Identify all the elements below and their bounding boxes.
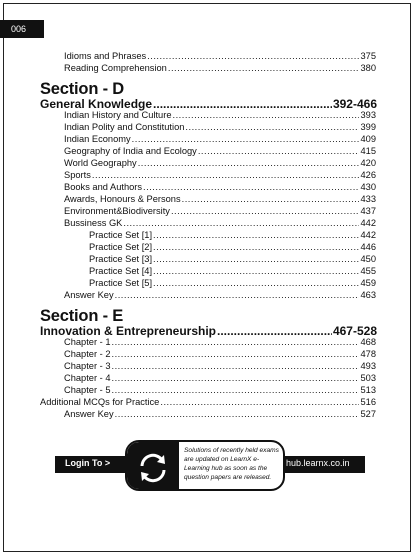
dot-leader	[153, 230, 359, 241]
toc-entry-label: Indian Polity and Constitution	[64, 122, 185, 132]
toc-entry-page: 399	[360, 122, 376, 132]
toc-entry-label: Answer Key	[64, 409, 114, 419]
toc-entry-page: 426	[360, 170, 376, 180]
section-subject-label: General Knowledge	[40, 97, 153, 111]
toc-entry-label: Practice Set [5]	[89, 278, 153, 288]
dot-leader	[92, 170, 360, 181]
toc-entry-page: 503	[360, 373, 376, 383]
toc-entry-label: Awards, Honours & Persons	[64, 194, 181, 204]
toc-entry-label: Reading Comprehension	[64, 63, 167, 73]
toc-entry-label: Chapter - 3	[64, 361, 111, 371]
toc-entry-page: 516	[360, 397, 376, 407]
toc-entry	[64, 51, 376, 62]
practice-set-entry	[89, 266, 376, 277]
toc-entry-label: Chapter - 4	[64, 373, 111, 383]
toc-entry-label: Chapter - 2	[64, 349, 111, 359]
dot-leader	[147, 51, 359, 62]
toc-entry-label: Indian History and Culture	[64, 110, 172, 120]
dot-leader	[160, 397, 359, 408]
toc-entry	[64, 170, 376, 181]
toc-entry-label: Practice Set [3]	[89, 254, 153, 264]
section-d-title: Section - D	[40, 80, 124, 98]
toc-entry	[64, 122, 376, 133]
toc-entry-page: 393	[360, 110, 376, 120]
toc-entry-page: 380	[360, 63, 376, 73]
toc-entry-label: Sports	[64, 170, 91, 180]
refresh-icon	[127, 442, 179, 491]
dot-leader	[112, 361, 360, 372]
toc-entry-page: 527	[360, 409, 376, 419]
toc-entry-page: 493	[360, 361, 376, 371]
toc-entry-page: 442	[360, 218, 376, 228]
toc-entry-label: Geography of India and Ecology	[64, 146, 197, 156]
toc-entry-label: World Geography	[64, 158, 137, 168]
chapter-entry	[64, 385, 376, 396]
dot-leader	[168, 63, 360, 74]
section-d-subject	[40, 97, 377, 111]
toc-entry	[64, 134, 376, 145]
dot-leader	[115, 290, 360, 301]
answer-key-entry	[64, 409, 376, 420]
dot-leader	[143, 182, 359, 193]
dot-leader	[112, 385, 360, 396]
section-e-title: Section - E	[40, 307, 124, 325]
dot-leader	[115, 409, 360, 420]
chapter-entry	[64, 373, 376, 384]
toc-entry	[64, 63, 376, 74]
toc-entry-label: Bussiness GK	[64, 218, 123, 228]
toc-entry-page: 446	[360, 242, 376, 252]
dot-leader	[112, 373, 360, 384]
toc-entry-label: Environment&Biodiversity	[64, 206, 170, 216]
dot-leader	[153, 242, 359, 253]
toc-entry-page: 442	[360, 230, 376, 240]
toc-entry-page: 450	[360, 254, 376, 264]
dot-leader	[182, 194, 360, 205]
toc-entry-label: Practice Set [1]	[89, 230, 153, 240]
section-page-range: 392-466	[332, 97, 377, 111]
dot-leader	[112, 337, 360, 348]
dot-leader	[185, 122, 359, 133]
toc-entry-page: 415	[360, 146, 376, 156]
toc-entry-page: 478	[360, 349, 376, 359]
toc-entry	[64, 218, 376, 229]
toc-entry-page: 420	[360, 158, 376, 168]
toc-entry-page: 375	[360, 51, 376, 61]
toc-entry	[64, 206, 376, 217]
practice-set-entry	[89, 242, 376, 253]
banner-note-text: Solutions of recently held exams are updated on LearnX e-Learning hub as soon as the question papers are released.	[184, 447, 279, 481]
toc-entry-page: 463	[360, 290, 376, 300]
toc-entry-page: 455	[360, 266, 376, 276]
toc-entry-page: 513	[360, 385, 376, 395]
practice-set-entry	[89, 254, 376, 265]
practice-set-entry	[89, 278, 376, 289]
toc-entry-label: Answer Key	[64, 290, 114, 300]
toc-entry-label: Additional MCQs for Practice	[40, 397, 160, 407]
dot-leader	[217, 324, 332, 338]
toc-entry	[64, 110, 376, 121]
toc-entry-page: 433	[360, 194, 376, 204]
answer-key-entry	[64, 290, 376, 301]
dot-leader	[153, 254, 359, 265]
dot-leader	[123, 218, 359, 229]
additional-mcqs-entry	[40, 397, 376, 408]
toc-entry-page: 468	[360, 337, 376, 347]
dot-leader	[173, 110, 360, 121]
toc-entry-label: Idioms and Phrases	[64, 51, 147, 61]
page-number: 006	[0, 20, 44, 38]
toc-entry-label: Chapter - 5	[64, 385, 111, 395]
dot-leader	[153, 278, 359, 289]
dot-leader	[153, 97, 332, 111]
toc-entry	[64, 146, 376, 157]
learnx-banner	[55, 440, 365, 493]
toc-entry-label: Chapter - 1	[64, 337, 111, 347]
dot-leader	[153, 266, 359, 277]
dot-leader	[171, 206, 360, 217]
toc-entry-label: Books and Authors	[64, 182, 143, 192]
dot-leader	[138, 158, 360, 169]
toc-entry-label: Practice Set [2]	[89, 242, 153, 252]
toc-entry	[64, 158, 376, 169]
dot-leader	[198, 146, 360, 157]
login-link[interactable]: Login To >	[65, 458, 111, 468]
chapter-entry	[64, 361, 376, 372]
toc-entry-page: 437	[360, 206, 376, 216]
toc-entry-label: Indian Economy	[64, 134, 131, 144]
dot-leader	[112, 349, 360, 360]
banner-note-box	[125, 440, 285, 491]
chapter-entry	[64, 349, 376, 360]
section-subject-label: Innovation & Entrepreneurship	[40, 324, 217, 338]
section-e-subject	[40, 324, 377, 338]
chapter-entry	[64, 337, 376, 348]
practice-set-entry	[89, 230, 376, 241]
toc-entry-page: 459	[360, 278, 376, 288]
toc-entry	[64, 194, 376, 205]
toc-entry-label: Practice Set [4]	[89, 266, 153, 276]
toc-entry	[64, 182, 376, 193]
hub-url-link[interactable]: hub.learnx.co.in	[286, 458, 350, 468]
section-page-range: 467-528	[332, 324, 377, 338]
dot-leader	[132, 134, 360, 145]
toc-entry-page: 430	[360, 182, 376, 192]
toc-entry-page: 409	[360, 134, 376, 144]
